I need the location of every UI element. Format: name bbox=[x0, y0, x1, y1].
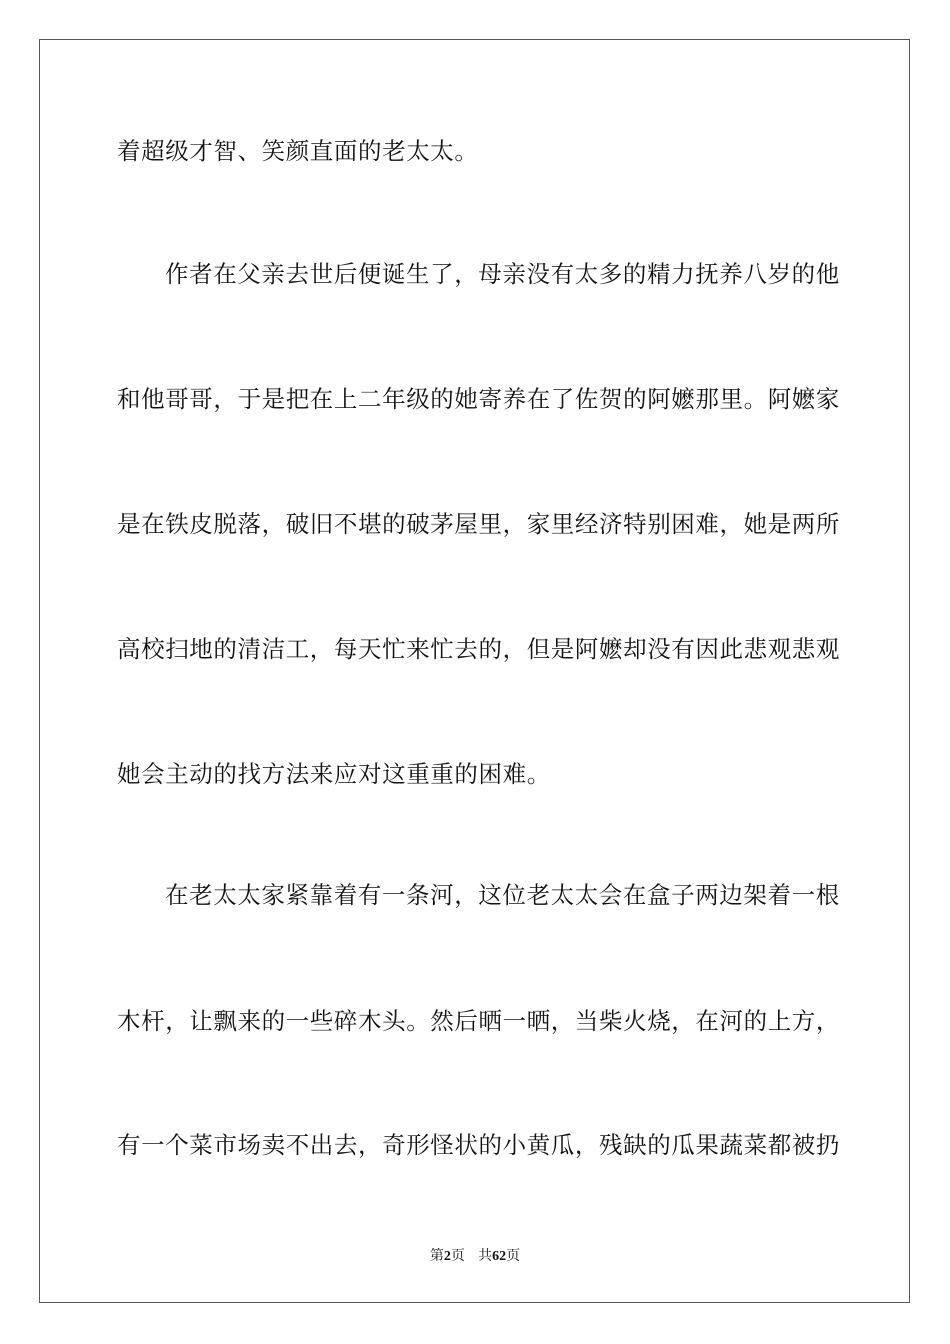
paragraph-line-9: 有一个菜市场卖不出去，奇形怪状的小黄瓜，残缺的瓜果蔬菜都被扔 bbox=[117, 1131, 840, 1159]
paragraph-line-8: 木杆，让飘来的一些碎木头。然后晒一晒，当柴火烧，在河的上方， bbox=[117, 1007, 840, 1035]
page-suffix: 页 bbox=[450, 1248, 465, 1264]
total-suffix: 页 bbox=[506, 1248, 521, 1264]
paragraph-line-1: 着超级才智、笑颜直面的老太太。 bbox=[117, 137, 479, 165]
paragraph-line-4: 是在铁皮脱落，破旧不堪的破茅屋里，家里经济特别困难，她是两所 bbox=[117, 510, 840, 538]
total-prefix: 共 bbox=[478, 1248, 493, 1264]
paragraph-line-7: 在老太太家紧靠着有一条河，这位老太太会在盒子两边架着一根 bbox=[165, 881, 840, 909]
page-border bbox=[39, 39, 910, 1303]
paragraph-line-2: 作者在父亲去世后便诞生了，母亲没有太多的精力抚养八岁的他 bbox=[165, 260, 840, 288]
paragraph-line-5: 高校扫地的清洁工，每天忙来忙去的，但是阿嬷却没有因此悲观悲观 bbox=[117, 635, 840, 663]
paragraph-line-3: 和他哥哥，于是把在上二年级的她寄养在了佐贺的阿嬷那里。阿嬷家 bbox=[117, 385, 840, 413]
total-pages: 62 bbox=[492, 1249, 507, 1264]
page-number: 2 bbox=[443, 1249, 451, 1264]
paragraph-line-6: 她会主动的找方法来应对这重重的困难。 bbox=[117, 760, 551, 788]
page-footer bbox=[0, 1247, 950, 1266]
page-prefix: 第 bbox=[429, 1248, 444, 1264]
